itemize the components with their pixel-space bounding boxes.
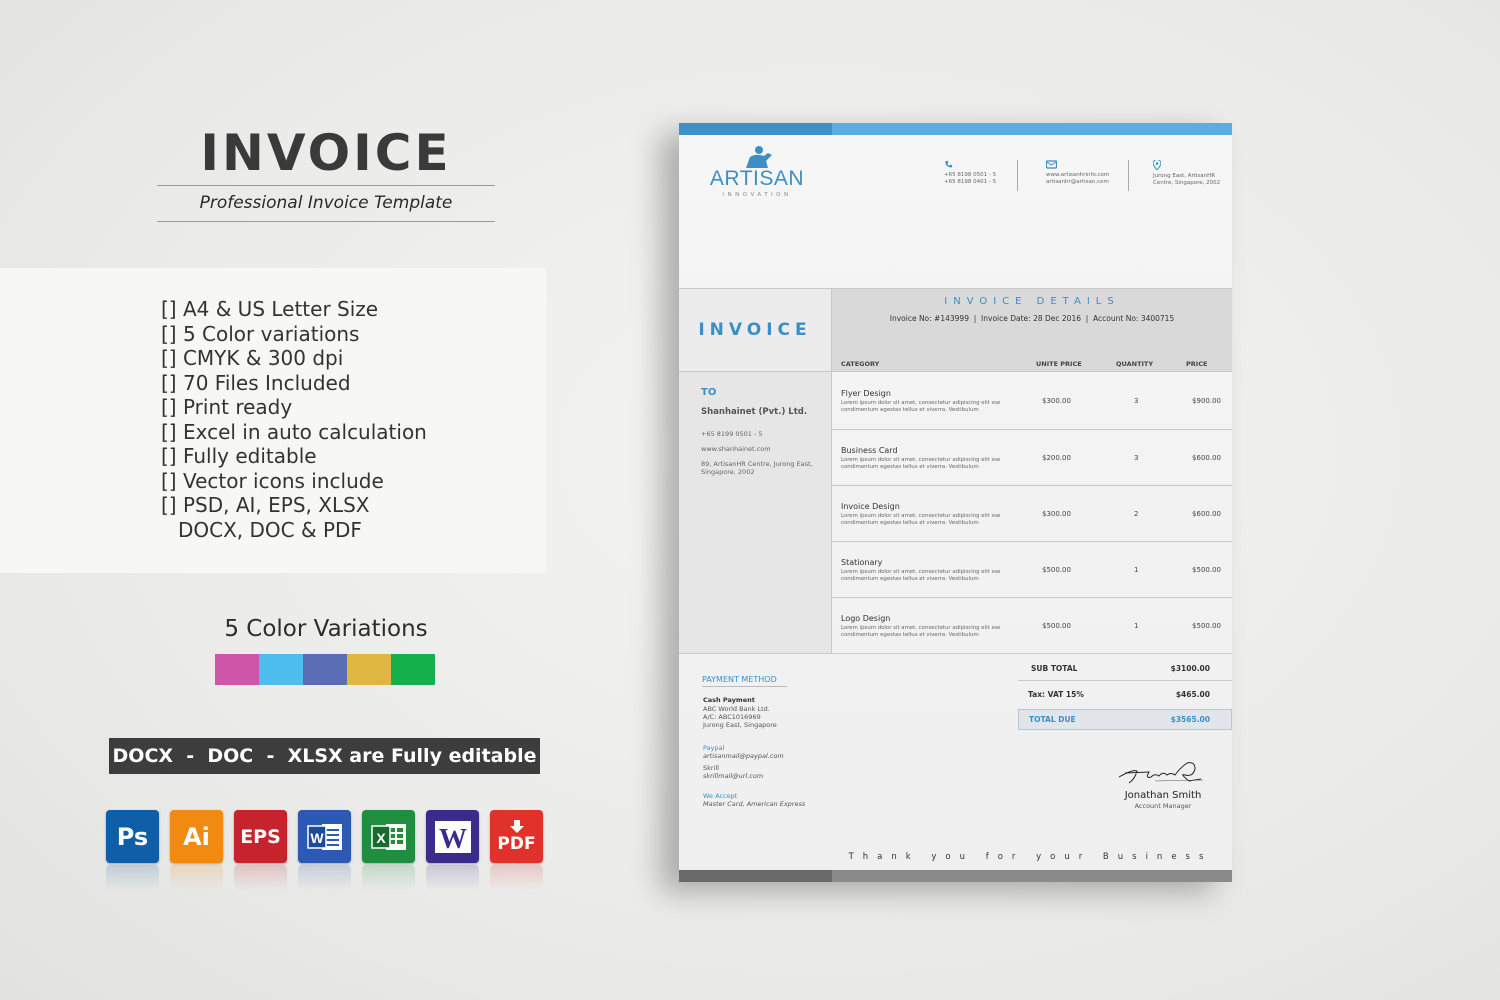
total-due-value: $3565.00 [1170,715,1210,724]
subtotal-label: SUB TOTAL [1031,664,1078,673]
contact-divider [1017,160,1018,191]
brand-tagline: INNOVATION [722,192,792,198]
variations-heading: 5 Color Variations [224,616,428,642]
feature-list [161,297,427,542]
promo-title: INVOICE [200,124,452,182]
artisan-logo-icon [738,145,776,169]
feature-item: [] Fully editable [161,444,317,468]
subtotal-value: $3100.00 [1170,664,1210,673]
invoice-heading: INVOICE [698,320,812,340]
skrill-email: skrillmail@url.com [703,772,764,780]
thank-you-note: Thank you for your Business [848,852,1213,862]
bottom-accent-bar [679,870,1232,882]
header-rule [679,371,1232,372]
handwritten-signature [1115,759,1205,791]
contact-address: Jurong East, ArtisanHR Centre, Singapore, 2002 [1153,160,1220,187]
wordperfect-icon [426,810,479,863]
app-icon-pdf [490,810,543,890]
color-swatch [303,654,347,685]
feature-item: [] 70 Files Included [161,370,351,395]
col-category: CATEGORY [841,360,880,368]
promo-subtitle: Professional Invoice Template [199,193,453,213]
photoshop-icon: Ps [106,810,159,863]
payment-method-title: PAYMENT METHOD [702,675,777,684]
title-rule-top [157,185,495,186]
col-unit-price: UNITE PRICE [1036,360,1082,368]
phone-icon [944,160,953,169]
signer-name: Jonathan Smith [1124,790,1202,801]
feature-item: DOCX, DOC & PDF [178,517,362,542]
cash-payment-label: Cash Payment [703,696,755,704]
brand-name: ARTISAN [709,167,805,190]
bill-to-label: TO [701,387,717,398]
feature-item: [] Excel in auto calculation [161,419,427,444]
col-quantity: QUANTITY [1116,360,1154,368]
editable-formats-banner: DOCX - DOC - XLSX are Fully editable [109,738,540,774]
items-end-rule [679,653,1232,654]
line-item-row: Invoice Design Lorem ipsum dolor sit amet, consectetur adipiscing elit sse condimentum egestas tellus et viverra. Vestibulum $300.00 2 $600.00 [841,502,1221,526]
contact-divider [1128,160,1129,191]
client-phone: +65 8199 0501 - 5 [701,430,763,438]
tax-value: $465.00 [1175,690,1210,699]
feature-item: [] Print ready [161,395,293,419]
bank-address: Jurong East, Singapore [703,721,777,729]
app-icon-wordperfect [426,810,479,890]
line-item-row: Logo Design Lorem ipsum dolor sit amet, consectetur adipiscing elit sse condimentum egestas tellus et viverra. Vestibulum $500.00 1 $500.00 [841,614,1221,638]
section-rule [679,288,1232,289]
line-item-row: Flyer Design Lorem ipsum dolor sit amet, consectetur adipiscing elit sse condimentum egestas tellus et viverra. Vestibulum $300.00 3 $900.00 [841,389,1221,413]
invoice-details-title: INVOICE DETAILS [944,296,1120,307]
brand-logo [707,145,807,198]
accepted-cards: Master Card, American Express [703,800,806,808]
skrill-label: Skrill [703,764,719,772]
app-icon-excel [362,810,415,890]
client-name: Shanhainet (Pvt.) Ltd. [701,407,808,417]
line-item-row: Stationary Lorem ipsum dolor sit amet, consectetur adipiscing elit sse condimentum egestas tellus et viverra. Vestibulum $500.00 1 $500.00 [841,558,1221,582]
bank-account: A/C: ABC1016969 [703,713,761,721]
color-swatches [215,654,435,685]
svg-text:W: W [309,829,324,846]
eps-icon: EPS [234,810,287,863]
excel-icon [362,810,415,863]
email-icon [1046,160,1057,169]
bank-name: ABC World Bank Ltd. [703,705,770,713]
feature-item: [] A4 & US Letter Size [161,297,379,321]
feature-item: [] CMYK & 300 dpi [161,346,344,370]
totals-rule [1018,680,1232,681]
location-pin-icon [1153,160,1161,170]
illustrator-icon: Ai [170,810,223,863]
app-icon-word [298,810,351,890]
invoice-meta: Invoice No: #143999 | Invoice Date: 28 Dec 2016 | Account No: 3400715 [889,314,1175,323]
app-icon-illustrator [170,810,223,890]
app-icon-row [106,810,543,890]
contact-web: www.artisanhrinfo.com artisanhr@artisan.com [1046,160,1109,186]
contact-phone: +65 8198 0501 - 5 +65 8198 0401 - 5 [944,160,996,186]
tax-label: Tax: VAT 15% [1028,690,1084,699]
invoice-sheet [679,123,1232,882]
total-due-label: TOTAL DUE [1029,715,1076,724]
feature-item: [] Vector icons include [161,468,384,493]
top-accent-bar [679,123,1232,135]
color-swatch [215,654,259,685]
col-price: PRICE [1186,360,1208,368]
feature-item: [] PSD, AI, EPS, XLSX [161,493,370,517]
client-website: www.shanhainet.com [701,445,771,453]
signer-role: Account Manager [1134,802,1192,810]
color-swatch [259,654,303,685]
client-address: 89, ArtisanHR Centre, Jurong East, Singapore, 2002 [701,460,813,476]
title-rule-bottom [157,221,495,222]
svg-text:X: X [375,829,386,846]
feature-item: [] 5 Color variations [161,321,360,346]
svg-text:W: W [438,823,467,855]
app-icon-eps [234,810,287,890]
pdf-icon: PDF [490,810,543,863]
word-icon [298,810,351,863]
paypal-label: Paypal [703,744,725,752]
line-item-row: Business Card Lorem ipsum dolor sit amet, consectetur adipiscing elit sse condimentum egestas tellus et viverra. Vestibulum $200.00 3 $600.00 [841,446,1221,470]
download-arrow-icon [509,820,525,834]
we-accept-label: We Accept [703,792,738,800]
color-swatch [347,654,391,685]
app-icon-photoshop [106,810,159,890]
paypal-email: artisanmail@paypal.com [703,752,784,760]
payment-title-underline [702,686,787,687]
color-swatch [391,654,435,685]
